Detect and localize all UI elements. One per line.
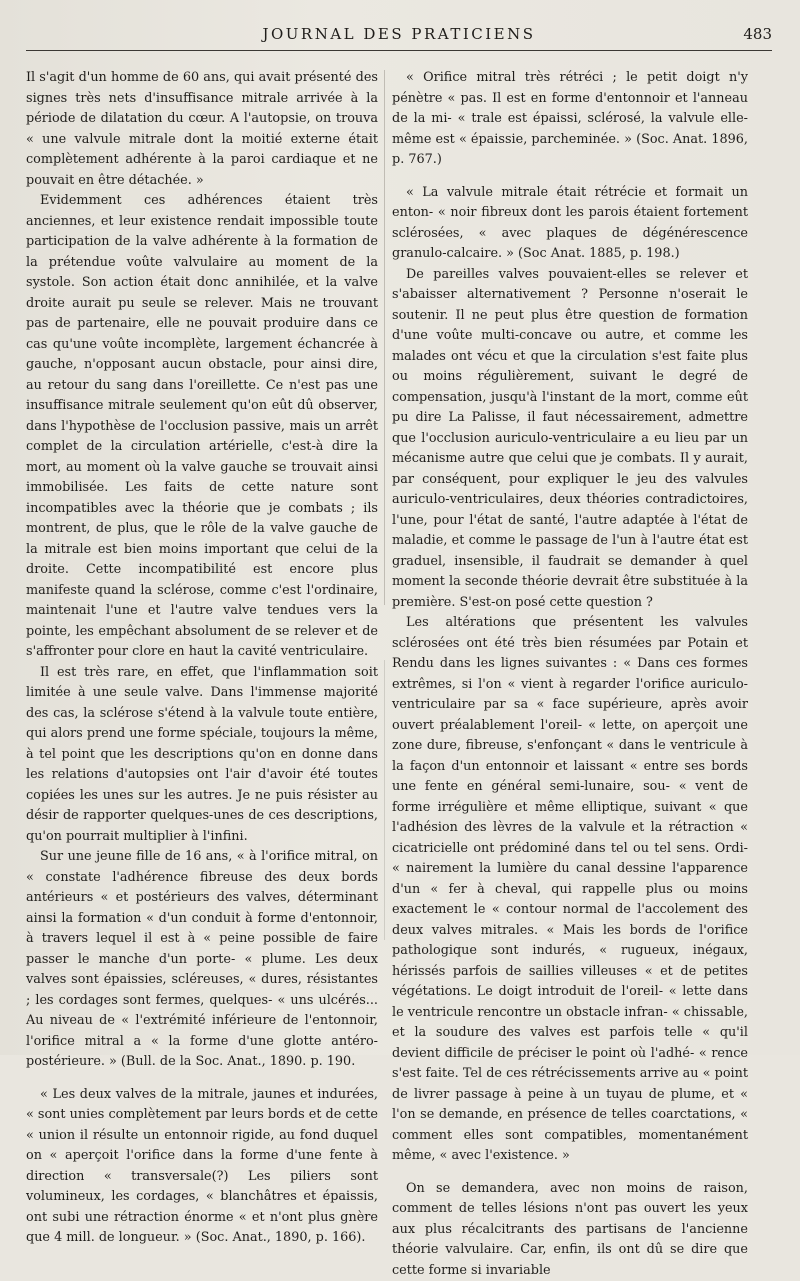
paragraph: De pareilles valves pouvaient-elles se relever et s'abaisser alternativement ? Personne n'oserait le soutenir. Il ne peut plus être question de formation d'une voûte multi-concave ou autre, et comme les malades ont vécu et que la circulation s'est faite plus ou moins régulièrement, suivant le degré de compensation, jusqu'à l'instant de la mort, comme eût pu dire La Palisse, il faut nécessairement, admettre que l'occlusion auriculo-ventriculaire a eu lieu par un mécanisme autre que celui que je combats. Il y aurait, par conséquent, pour expliquer le jeu des valvules auriculo-ventriculaires, deux théories contradictoires, l'une, pour l'état de santé, l'autre adaptée à l'état de maladie, et comme le passage de l'un à l'autre état est graduel, insensible, il faudrait se demander à quel moment la seconde théorie devrait être substituée à la première. S'est-on posé cette question ? [392, 265, 748, 614]
paragraph: Sur une jeune fille de 16 ans, « à l'orifice mitral, on « constate l'adhérence fibreuse des deux bords antérieurs « et postérieurs des valves, déterminant ainsi la formation « d'un conduit à forme d'entonnoir, à travers lequel il est à « peine possible de faire passer le manche d'un porte- « plume. Les deux valves sont épaissies, scléreuses, « dures, résistantes ; les cordages sont fermes, quelques- « uns ulcérés... Au niveau de « l'extrémité inférieure de l'entonnoir, l'orifice mitral a « la forme d'une glotte antéro-postérieure. » (Bull. de la Soc. Anat., 1890. p. 190. [26, 847, 378, 1073]
column-divider-lower [384, 660, 385, 940]
page-number: 483 [743, 25, 772, 43]
right-column [392, 68, 748, 1281]
paragraph: « Les deux valves de la mitrale, jaunes et indurées, « sont unies complètement par leurs bords et de cette « union il résulte un entonnoir rigide, au fond duquel on « aperçoit l'orifice dans la forme d'une fente à direction « transversale(?) Les piliers sont volumineux, les cordages, « blanchâtres et épaissis, ont subi une rétraction énorme « et n'ont plus gnère que 4 mill. de longueur. » (Soc. Anat., 1890, p. 166). [26, 1085, 378, 1249]
paragraph: On se demandera, avec non moins de raison, comment de telles lésions n'ont pas ouvert les yeux aux plus récalcitrants des partisans de l'ancienne théorie valvulaire. Car, enfin, ils ont dû se dire que cette forme si invariable [392, 1179, 748, 1281]
paragraph: Il s'agit d'un homme de 60 ans, qui avait présenté des signes très nets d'insuffisance mitrale arrivée à la période de dilatation du cœur. A l'autopsie, on trouva « une valvule mitrale dont la moitié externe était complètement adhérente à la paroi cardiaque et ne pouvait en être détachée. » [26, 68, 378, 191]
paragraph: « Orifice mitral très rétréci ; le petit doigt n'y pénètre « pas. Il est en forme d'entonnoir et l'anneau de la mi- « trale est épaissi, sclérosé, la valvule elle-même est « épaissie, parcheminée. » (Soc. Anat. 1896, p. 767.) [392, 68, 748, 171]
paragraph: Les altérations que présentent les valvules sclérosées ont été très bien résumées par Potain et Rendu dans les lignes suivantes : « Dans ces formes extrêmes, si l'on « vient à regarder l'orifice auriculo-ventriculaire par sa « face supérieure, après avoir ouvert préalablement l'oreil- « lette, on aperçoit une zone dure, fibreuse, s'enfonçant « dans le ventricule à la façon d'un entonnoir et laissant « entre ses bords une fente en général semi-lunaire, sou- « vent de forme irrégulière et même elliptique, suivant « que l'adhésion des lèvres de la valvule et la rétraction « cicatricielle ont prédominé dans tel ou tel sens. Ordi- « nairement la lumière du canal dessine l'apparence d'un « fer à cheval, qui rappelle plus ou moins exactement le « contour normal de l'accolement des deux valves mitrales. « Mais les bords de l'orifice pathologique sont indurés, « rugueux, inégaux, hérissés parfois de saillies villeuses « et de petites végétations. Le doigt introduit de l'oreil- « lette dans le ventricule rencontre un obstacle infran- « chissable, et la soudure des valves est parfois telle « qu'il devient difficile de préciser le point où l'adhé- « rence s'est faite. Tel de ces rétrécissements arrive au « point de livrer passage à peine à un tuyau de plume, et « l'on se demande, en présence de telles coarctations, « comment elles sont compatibles, momentanément même, « avec l'existence. » [392, 613, 748, 1167]
paragraph: « La valvule mitrale était rétrécie et formait un enton- « noir fibreux dont les parois étaient fortement sclérosées, « avec plaques de dégénérescence granulo-calcaire. » (Soc Anat. 1885, p. 198.) [392, 183, 748, 265]
paragraph: Evidemment ces adhérences étaient très anciennes, et leur existence rendait impossible toute participation de la valve adhérente à la formation de la prétendue voûte valvulaire au moment de la systole. Son action était donc annihilée, et la valve droite aurait pu seule se relever. Mais ne trouvant pas de partenaire, elle ne pouvait produire dans ce cas qu'une voûte incomplète, largement échancrée à gauche, n'opposant aucun obstacle, pour ainsi dire, au retour du sang dans l'oreillette. Ce n'est pas une insuffisance mitrale seulement qu'on eût dû observer, dans l'hypothèse de l'occlusion passive, mais un arrêt complet de la circulation artérielle, c'est-à dire la mort, au moment où la valve gauche se trouvait ainsi immobilisée. Les faits de cette nature sont incompatibles avec la théorie que je combats ; ils montrent, de plus, que le rôle de la valve gauche de la mitrale est bien moins important que celui de la droite. Cette incompatibilité est encore plus manifeste quand la sclérose, comme c'est l'ordinaire, maintenait l'une et l'autre valve tendues vers la pointe, les empêchant absolument de se relever et de s'affronter pour clore en haut la cavité ventriculaire. [26, 191, 378, 663]
paragraph: Il est très rare, en effet, que l'inflammation soit limitée à une seule valve. Dans l'immense majorité des cas, la sclérose s'étend à la valvule toute entière, qui alors prend une forme spéciale, toujours la même, à tel point que les descriptions qu'on en donne dans les relations d'autopsies ont l'air d'avoir été toutes copiées les unes sur les autres. Je ne puis résister au désir de rapporter quelques-unes de ces descriptions, qu'on pourrait multiplier à l'infini. [26, 663, 378, 848]
page-header [26, 20, 772, 51]
journal-title: JOURNAL DES PRATICIENS [26, 25, 772, 43]
column-divider [384, 70, 385, 605]
left-column [26, 68, 378, 1249]
